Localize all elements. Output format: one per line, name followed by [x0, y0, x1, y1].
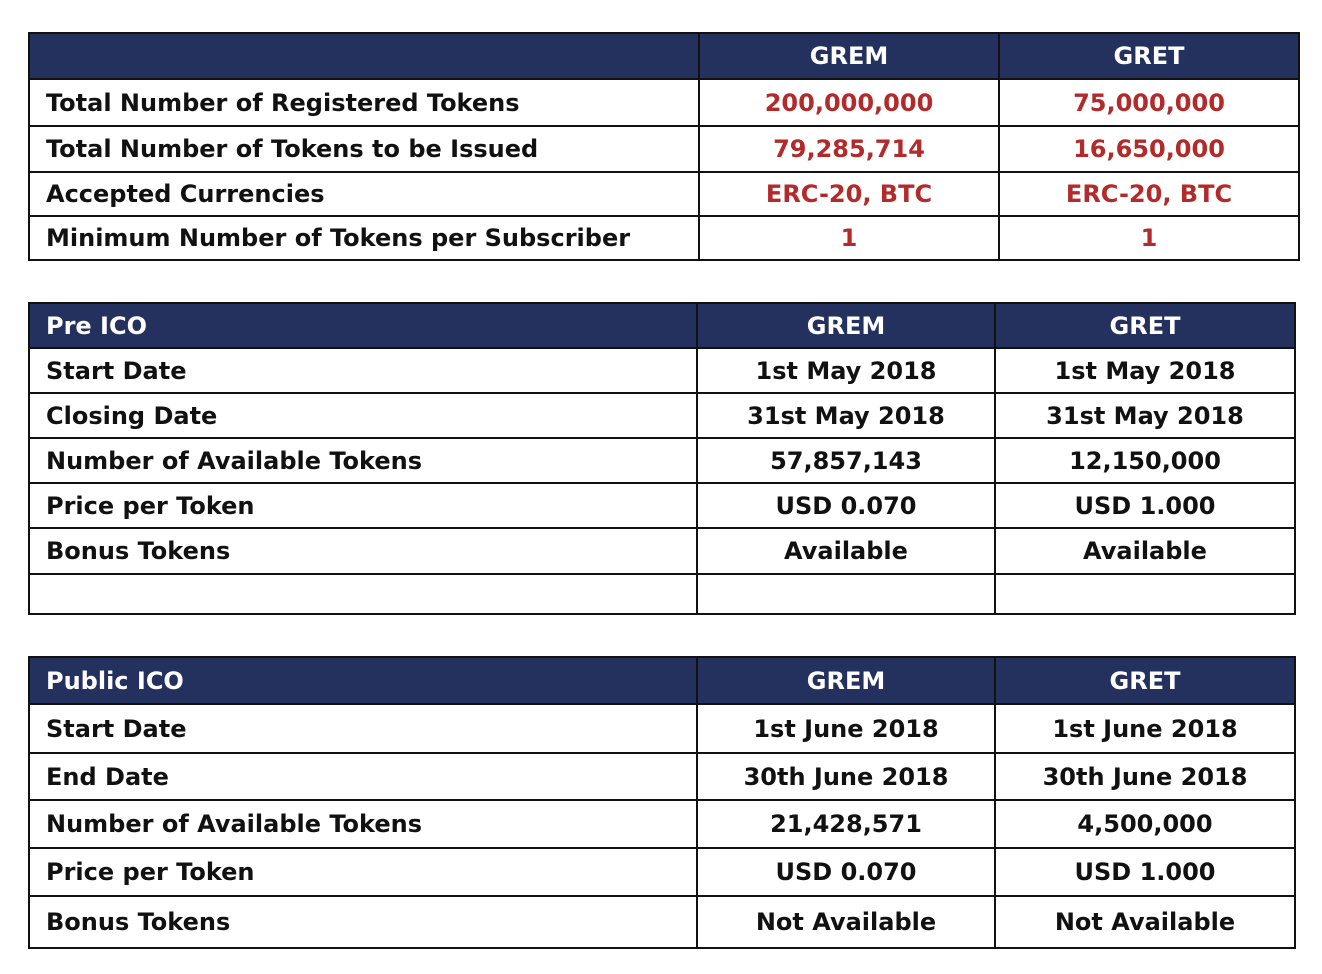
row-label: Start Date — [29, 704, 697, 753]
table-row — [29, 753, 1295, 800]
row-label: Number of Available Tokens — [29, 438, 697, 483]
table-row — [29, 348, 1295, 393]
grem-value: 31st May 2018 — [697, 393, 995, 438]
row-label: Minimum Number of Tokens per Subscriber — [29, 216, 699, 260]
gret-value: Available — [995, 528, 1295, 574]
gret-value: USD 1.000 — [995, 848, 1295, 896]
row-label: Bonus Tokens — [29, 528, 697, 574]
gret-value: 16,650,000 — [999, 126, 1299, 172]
row-label: Bonus Tokens — [29, 896, 697, 948]
gret-value: 1st May 2018 — [995, 348, 1295, 393]
table-row — [29, 216, 1299, 260]
grem-value: 1st May 2018 — [697, 348, 995, 393]
gret-value: 31st May 2018 — [995, 393, 1295, 438]
summary-header-row — [29, 33, 1299, 79]
gret-value: 75,000,000 — [999, 79, 1299, 126]
grem-value: 21,428,571 — [697, 800, 995, 848]
table-row — [29, 126, 1299, 172]
gret-value: USD 1.000 — [995, 483, 1295, 528]
grem-value: Not Available — [697, 896, 995, 948]
table-row — [29, 528, 1295, 574]
table-row — [29, 848, 1295, 896]
table-row — [29, 704, 1295, 753]
grem-value: 1 — [699, 216, 999, 260]
gret-value: 1 — [999, 216, 1299, 260]
gret-value: Not Available — [995, 896, 1295, 948]
grem-value: USD 0.070 — [697, 848, 995, 896]
pre-ico-header-row — [29, 303, 1295, 348]
grem-value: Available — [697, 528, 995, 574]
row-label: Total Number of Registered Tokens — [29, 79, 699, 126]
gret-value: 4,500,000 — [995, 800, 1295, 848]
public-ico-table — [28, 656, 1296, 949]
pre-ico-header-grem: GREM — [697, 303, 995, 348]
pre-ico-table — [28, 302, 1296, 615]
public-ico-header-label: Public ICO — [29, 657, 697, 704]
table-row — [29, 79, 1299, 126]
gret-value: 1st June 2018 — [995, 704, 1295, 753]
row-label: Total Number of Tokens to be Issued — [29, 126, 699, 172]
gret-value — [995, 574, 1295, 614]
grem-value: 30th June 2018 — [697, 753, 995, 800]
grem-value: 57,857,143 — [697, 438, 995, 483]
grem-value: ERC-20, BTC — [699, 172, 999, 216]
summary-header-gret: GRET — [999, 33, 1299, 79]
table-row — [29, 896, 1295, 948]
table-row — [29, 483, 1295, 528]
public-ico-header-grem: GREM — [697, 657, 995, 704]
summary-header-grem: GREM — [699, 33, 999, 79]
row-label: Start Date — [29, 348, 697, 393]
pre-ico-header-gret: GRET — [995, 303, 1295, 348]
summary-table — [28, 32, 1300, 261]
summary-header-label — [29, 33, 699, 79]
table-row — [29, 393, 1295, 438]
table-row — [29, 800, 1295, 848]
row-label: Accepted Currencies — [29, 172, 699, 216]
grem-value — [697, 574, 995, 614]
grem-value: USD 0.070 — [697, 483, 995, 528]
row-label: Closing Date — [29, 393, 697, 438]
pre-ico-header-label: Pre ICO — [29, 303, 697, 348]
gret-value: ERC-20, BTC — [999, 172, 1299, 216]
row-label — [29, 574, 697, 614]
row-label: End Date — [29, 753, 697, 800]
gret-value: 12,150,000 — [995, 438, 1295, 483]
grem-value: 200,000,000 — [699, 79, 999, 126]
public-ico-header-row — [29, 657, 1295, 704]
row-label: Number of Available Tokens — [29, 800, 697, 848]
row-label: Price per Token — [29, 848, 697, 896]
gret-value: 30th June 2018 — [995, 753, 1295, 800]
table-row-empty — [29, 574, 1295, 614]
public-ico-header-gret: GRET — [995, 657, 1295, 704]
grem-value: 79,285,714 — [699, 126, 999, 172]
table-row — [29, 438, 1295, 483]
grem-value: 1st June 2018 — [697, 704, 995, 753]
row-label: Price per Token — [29, 483, 697, 528]
table-row — [29, 172, 1299, 216]
